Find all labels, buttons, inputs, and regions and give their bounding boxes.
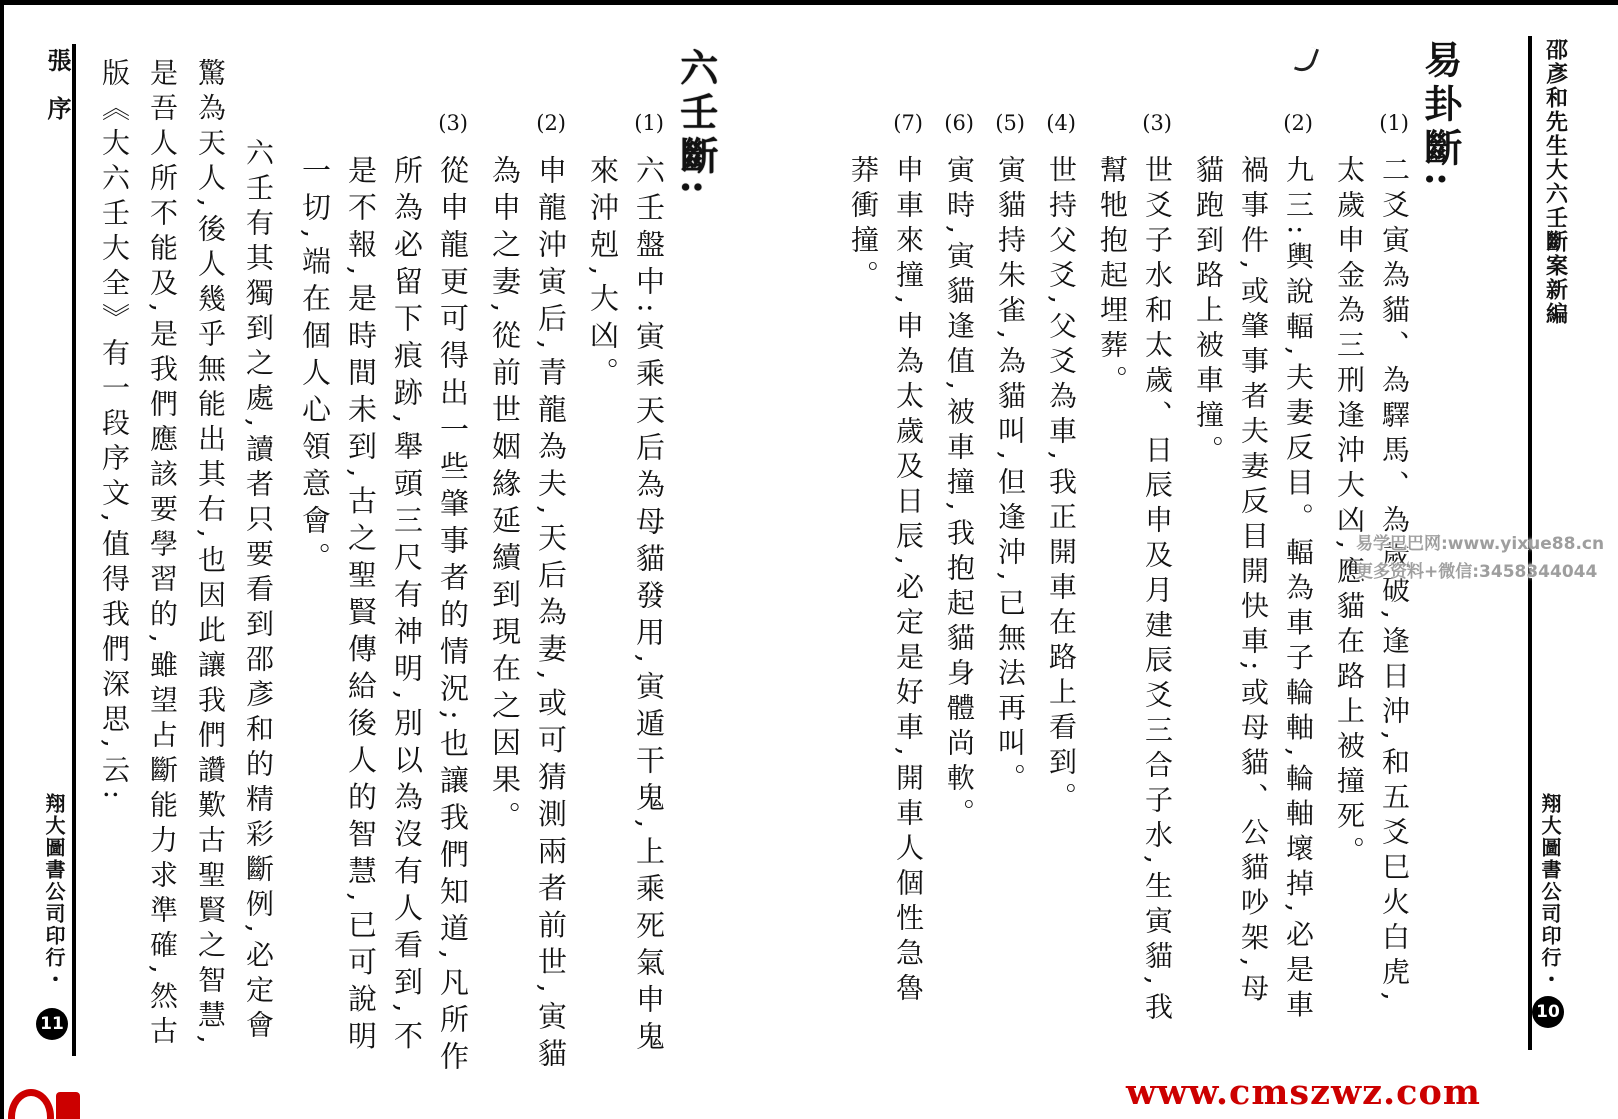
- left-items: [288, 111, 672, 1085]
- left-page-rule: [72, 44, 76, 1056]
- item-text: 申車來撞,申為太歲及日辰,必定是好車,開車人個性急魯莽衝撞。: [847, 155, 925, 1008]
- list-item: [937, 111, 982, 1040]
- left-publisher: 翔大圖書公司印行・: [42, 793, 66, 991]
- item-text: 世爻子水和太歲、日辰申及月建辰爻三合子水,生寅貓,我幫牠抱起埋葬。: [1096, 155, 1174, 1027]
- right-page-number: 10: [1532, 996, 1564, 1028]
- item-number: (6): [944, 111, 974, 135]
- item-number: (4): [1046, 111, 1076, 135]
- red-watermark-url: www.cmszwz.com: [1126, 1072, 1481, 1113]
- item-number: (1): [1379, 111, 1409, 135]
- scan-top-edge: [0, 0, 1618, 5]
- list-item: [841, 111, 931, 1040]
- item-number: (2): [1283, 111, 1313, 135]
- list-item: [1327, 111, 1417, 1040]
- right-items: [837, 111, 1417, 1040]
- list-item: [1186, 111, 1321, 1040]
- left-page-number: 11: [36, 1008, 68, 1040]
- left-edge-header: 張序: [43, 48, 72, 144]
- list-item: [1039, 111, 1084, 1040]
- list-item: [292, 111, 476, 1085]
- red-stamp-fragment: [6, 1084, 86, 1119]
- list-item: [580, 111, 672, 1085]
- list-item: [1090, 111, 1180, 1040]
- list-item: [988, 111, 1033, 1040]
- item-text: 九三:輿說輻,夫妻反目。輻為車子輪軸,輪軸壞掉,必是車禍事件,或肇事者夫妻反目開快車;或母貓、公貓吵架,母貓跑到路上被車撞。: [1192, 155, 1315, 1025]
- ink-mark: [1294, 44, 1319, 75]
- red-stamp-ring: [8, 1089, 54, 1119]
- list-item: [482, 111, 574, 1085]
- item-number: (2): [536, 111, 566, 135]
- item-text: 二爻寅為貓、為驛馬、為歲破,逢日沖,和五爻巳火白虎,太歲申金為三刑逢沖大凶,應貓在路上被撞死。: [1333, 155, 1411, 1008]
- item-text: 六壬盤中:寅乘天后為母貓發用,寅遁干鬼,上乘死氣申鬼來沖剋,大凶。: [586, 155, 666, 1059]
- item-number: (3): [1142, 111, 1172, 135]
- gray-watermark: [1356, 530, 1604, 586]
- right-section-title: 易卦斷:: [1417, 40, 1463, 193]
- red-stamp-bar: [56, 1092, 80, 1119]
- item-number: (1): [634, 111, 664, 135]
- item-text: 寅貓持朱雀,為貓叫,但逢沖,已無法再叫。: [994, 155, 1027, 798]
- item-number: (5): [995, 111, 1025, 135]
- item-number: (3): [438, 111, 468, 135]
- scan-left-edge: [0, 0, 4, 1119]
- left-section-title: 六壬斷:: [673, 48, 719, 201]
- item-text: 寅時,寅貓逢值,被車撞,我抱起貓身體尚軟。: [943, 155, 976, 833]
- watermark-line-2: 更多资料+微信:3458344044: [1356, 562, 1598, 582]
- closing-paragraph: 六壬有其獨到之處,讀者只要看到邵彥和的精彩斷例,必定會驚為天人,後人幾乎無能出其右,也因此讓我們讚歎古聖賢之智慧,是吾人所不能及,是我們應該要學習的,雖望占斷能力求準確,然古版《大六壬大全》有一段序文,值得我們深思,云:: [98, 58, 275, 1051]
- item-text: 世持父爻,父爻為車,我正開車在路上看到。: [1045, 155, 1078, 817]
- right-publisher: 翔大圖書公司印行・: [1538, 793, 1562, 991]
- watermark-line-1: 易学巴巴网:www.yixue88.cn: [1356, 534, 1605, 554]
- item-number: (7): [893, 111, 923, 135]
- item-text: 申龍沖寅后,青龍為夫,天后為妻,或可猜測兩者前世,寅貓為申之妻,從前世姻緣延續到現在之因果。: [488, 155, 568, 1075]
- item-text: 從申龍更可得出一些肇事者的情況;也讓我們知道,凡所作所為必留下痕跡,舉頭三尺有神明,別以為沒有人看到,不是不報,是時間未到,古之聖賢傳給後人的智慧,已可說明一切,端在個人心領意會。: [298, 155, 470, 1078]
- right-edge-header: 邵彥和先生大六壬斷案新編: [1542, 38, 1569, 326]
